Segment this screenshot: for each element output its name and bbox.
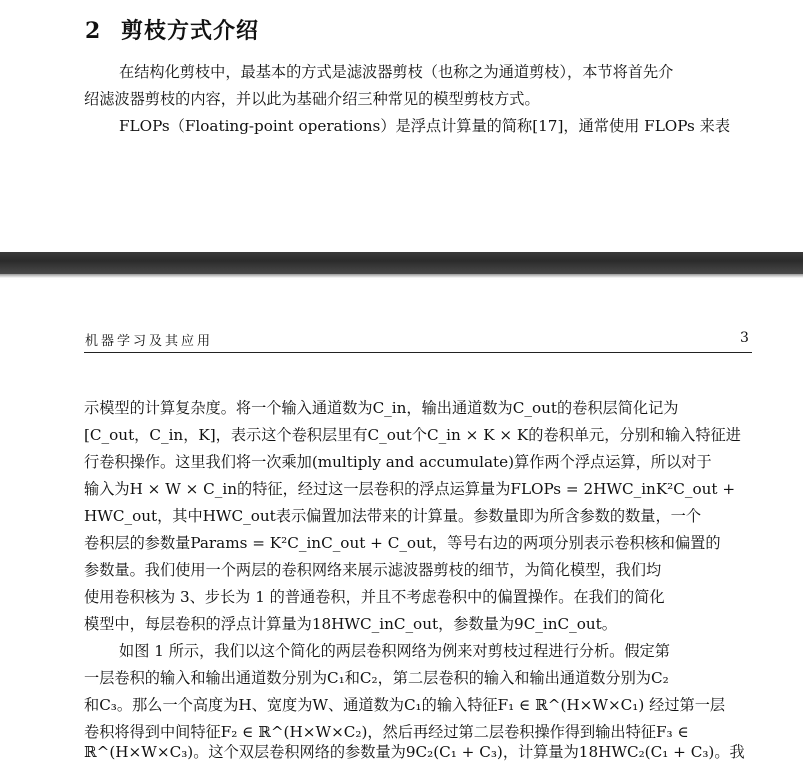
- page-number: 3: [740, 330, 749, 346]
- body-line: 示模型的计算复杂度。将一个输入通道数为C_in，输出通道数为C_out的卷积层简化记为: [84, 399, 679, 417]
- bottom-page: [0, 278, 803, 764]
- body-line: 行卷积操作。这里我们将一次乘加(multiply and accumulate)算作两个浮点运算，所以对于: [84, 453, 712, 471]
- body-line: [C_out，C_in，K]，表示这个卷积层里有C_out个C_in × K × K的卷积单元，分别和输入特征进: [84, 426, 741, 444]
- body-line: HWC_out，其中HWC_out表示偏置加法带来的计算量。参数量即为所含参数的数量，一个: [84, 507, 702, 525]
- section-heading: [85, 14, 259, 45]
- body-line: 和C₃。那么一个高度为H、宽度为W、通道数为C₁的输入特征F₁ ∈ ℝ^(H×W×C₁) 经过第一层: [84, 696, 726, 714]
- body-line: 卷积层的参数量Params = K²C_inC_out + C_out，等号右边的两项分别表示卷积核和偏置的: [84, 534, 721, 552]
- body-line: 一层卷积的输入和输出通道数分别为C₁和C₂，第二层卷积的输入和输出通道数分别为C₂: [84, 669, 669, 687]
- section-title: 剪枝方式介绍: [121, 18, 260, 44]
- body-line: 卷积将得到中间特征F₂ ∈ ℝ^(H×W×C₂)，然后再经过第二层卷积操作得到输出特征F₃ ∈: [84, 723, 689, 741]
- top-page: [0, 0, 803, 252]
- body-line: 如图 1 所示，我们以这个简化的两层卷积网络为例来对剪枝过程进行分析。假定第: [119, 642, 670, 660]
- body-line: 模型中，每层卷积的浮点计算量为18HWC_inC_out，参数量为9C_inC_out。: [84, 615, 617, 633]
- page-divider: [0, 252, 803, 274]
- running-head: 机器学习及其应用: [85, 334, 214, 349]
- body-line: ℝ^(H×W×C₃)。这个双层卷积网络的参数量为9C₂(C₁ + C₃)，计算量为18HWC₂(C₁ + C₃)。我: [84, 743, 745, 761]
- paragraph-line: 在结构化剪枝中，最基本的方式是滤波器剪枝（也称之为通道剪枝），本节将首先介: [119, 63, 674, 81]
- body-line: 使用卷积核为 3、步长为 1 的普通卷积，并且不考虑卷积中的偏置操作。在我们的简化: [84, 588, 665, 606]
- paragraph-line: FLOPs（Floating-point operations）是浮点计算量的简称[17]，通常使用 FLOPs 来表: [119, 117, 731, 135]
- header-rule: [84, 352, 752, 353]
- body-line: 输入为H × W × C_in的特征，经过这一层卷积的浮点运算量为FLOPs = 2HWC_inK²C_out +: [84, 480, 736, 498]
- paragraph-line: 绍滤波器剪枝的内容，并以此为基础介绍三种常见的模型剪枝方式。: [84, 90, 540, 108]
- section-number: 2: [85, 18, 102, 44]
- body-line: 参数量。我们使用一个两层的卷积网络来展示滤波器剪枝的细节，为简化模型，我们均: [84, 561, 662, 579]
